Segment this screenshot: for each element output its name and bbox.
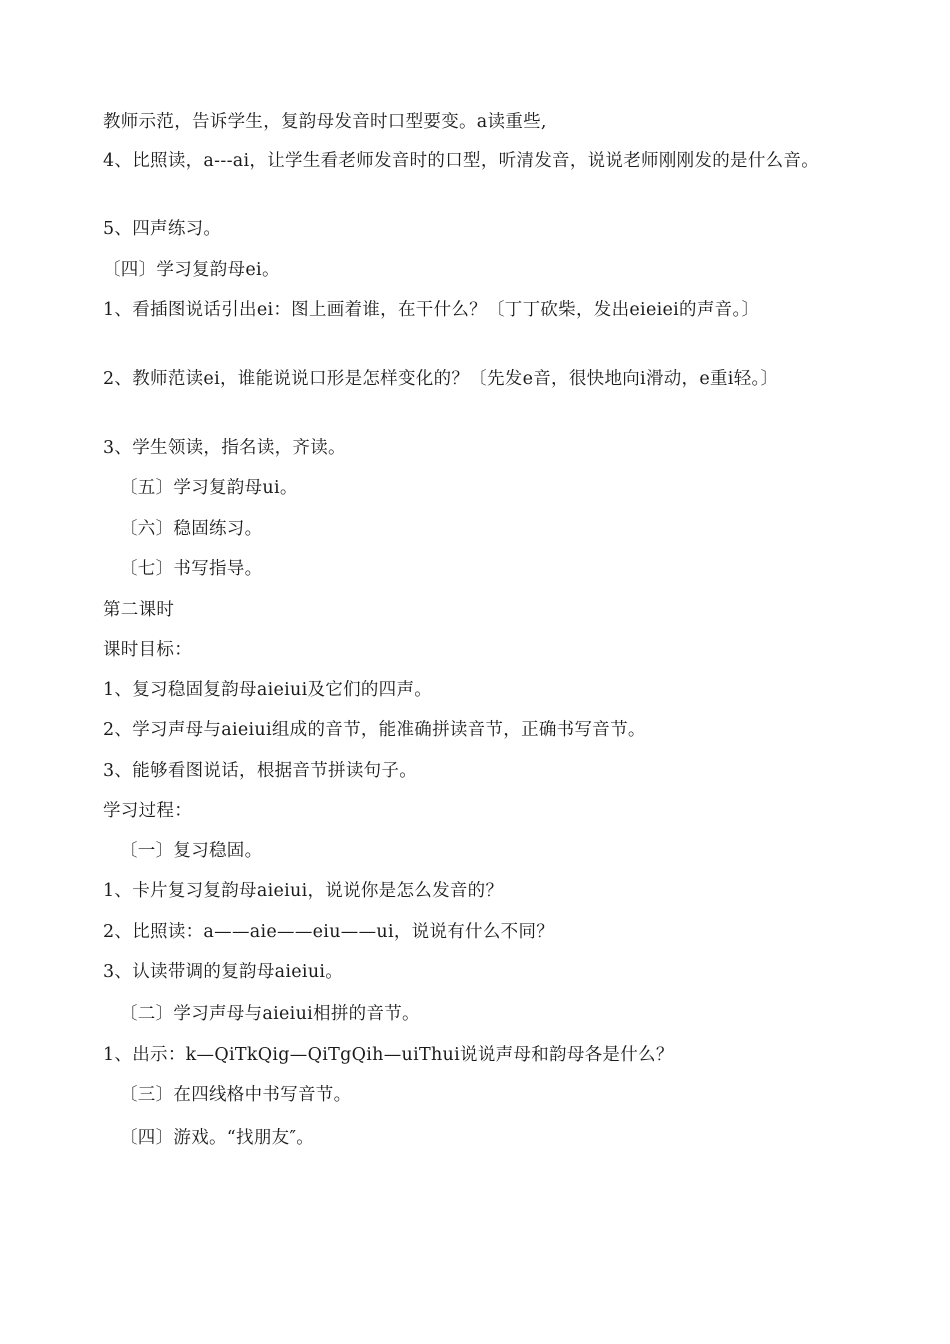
step-heading-2: 〔二〕学习声母与aieiui相拼的音节。 xyxy=(120,1004,420,1024)
section-heading-6: 〔六〕稳固练习。 xyxy=(120,519,263,539)
objective-3: 3、能够看图说话，根据音节拼读句子。 xyxy=(103,761,418,781)
process-heading: 学习过程： xyxy=(103,801,192,821)
step-heading-1: 〔一〕复习稳固。 xyxy=(120,841,263,861)
objective-1: 1、复习稳固复韵母aieiui及它们的四声。 xyxy=(103,680,433,700)
step-2-item-1: 1、出示：k—QiTkQig—QiTgQih—uiThui说说声母和韵母各是什么？ xyxy=(103,1045,674,1065)
lesson-title: 第二课时 xyxy=(103,600,175,620)
text-line-3: 5、四声练习。 xyxy=(103,219,222,239)
step-1-item-3: 3、认读带调的复韵母aieiui。 xyxy=(103,962,344,982)
objectives-heading: 课时目标： xyxy=(103,640,192,660)
step-1-item-2: 2、比照读：a——aie——eiu——ui，说说有什么不同？ xyxy=(103,922,555,942)
step-heading-3: 〔三〕在四线格中书写音节。 xyxy=(120,1085,352,1105)
section-heading-7: 〔七〕书写指导。 xyxy=(120,559,263,579)
text-line-1: 教师示范，告诉学生，复韵母发音时口型要变。a读重些, xyxy=(103,112,547,132)
objective-2: 2、学习声母与aieiui组成的音节，能准确拼读音节，正确书写音节。 xyxy=(103,720,646,740)
text-line-5: 1、看插图说话引出ei：图上画着谁，在干什么？〔丁丁砍柴，发出eieiei的声音。〕 xyxy=(103,300,760,320)
text-line-6: 2、教师范读ei，谁能说说口形是怎样变化的？〔先发e音，很快地向i滑动，e重i轻。〕 xyxy=(103,369,779,389)
text-line-2: 4、比照读，a---ai，让学生看老师发音时的口型，听清发音，说说老师刚刚发的是什么音。 xyxy=(103,151,820,171)
text-line-7: 3、学生领读，指名读，齐读。 xyxy=(103,438,346,458)
section-heading-5: 〔五〕学习复韵母ui。 xyxy=(120,478,298,498)
section-heading-4: 〔四〕学习复韵母ei。 xyxy=(103,260,280,280)
step-1-item-1: 1、卡片复习复韵母aieiui，说说你是怎么发音的？ xyxy=(103,881,504,901)
step-heading-4: 〔四〕游戏。“找朋友″。 xyxy=(120,1128,315,1148)
